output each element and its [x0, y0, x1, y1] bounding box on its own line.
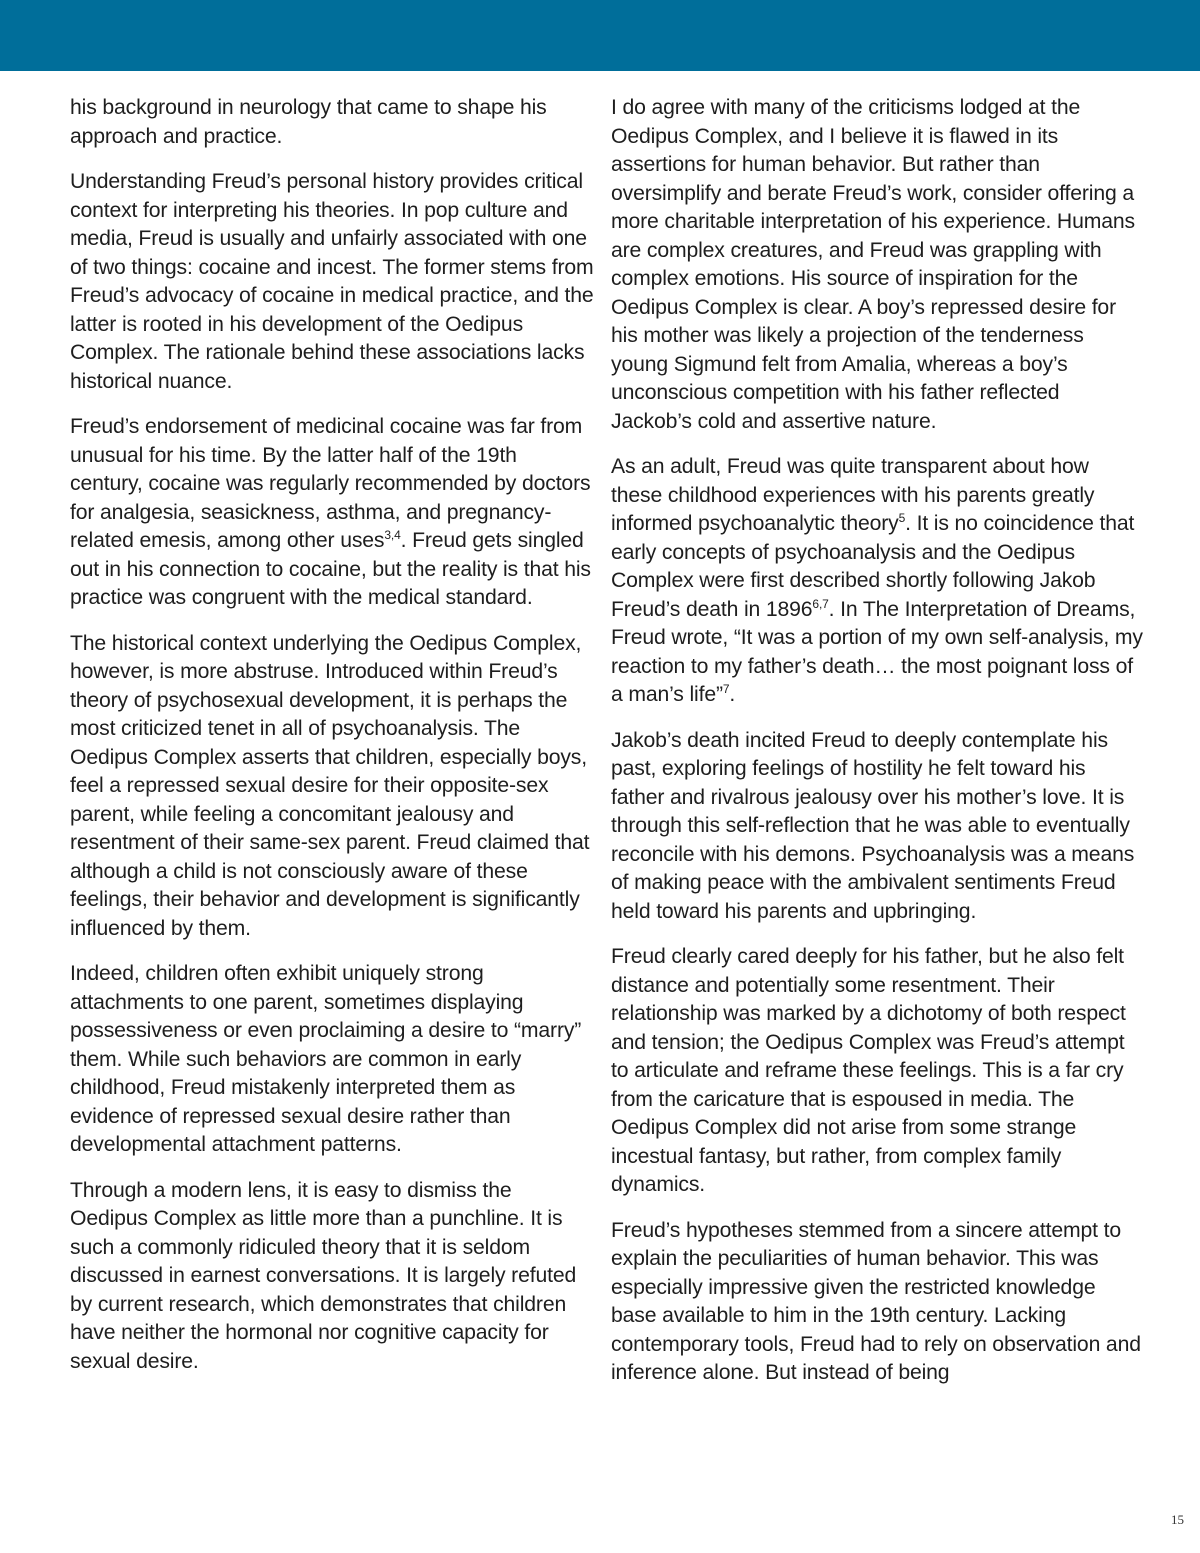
paragraph-text: . Freud gets singled out in his connection to cocaine, but the reality is that his practice was congruent with the medical standard. [70, 529, 591, 609]
paragraph: his background in neurology that came to shape his approach and practice. [70, 96, 547, 148]
citation: 5 [898, 510, 906, 525]
paragraph: The historical context underlying the Oedipus Complex, however, is more abstruse. Introduced within Freud’s theory of psychosexual development, it is perhaps the most criticized tenet in all of psychoanalysis. The Oedipus Complex asserts that children, especially boys, feel a repressed sexual desire for their opposite-sex parent, while feeling a concomitant jealousy and resentment of their same-sex parent. Freud claimed that although a child is not consciously aware of these feelings, their behavior and development is significantly influenced by them. [70, 631, 590, 940]
citation: 3,4 [384, 527, 401, 542]
paragraph-text: Freud’s endorsement of medicinal cocaine was far from unusual for his time. By the latter half of the 19th century, cocaine was regularly recommended by doctors for analgesia, seasickness, asthma, and pregnancy-related emesis, among other uses [70, 415, 591, 552]
paragraph-text: . In The Interpretation of Dreams, Freud wrote, “It was a portion of my own self-analysis, my reaction to my father’s death… the most poignant loss of a man’s life” [611, 597, 1143, 706]
paragraph: Freud’s hypotheses stemmed from a sincere attempt to explain the peculiarities of human behavior. This was especially impressive given the restricted knowledge base available to him in the 19th century. Lacking contemporary tools, Freud had to rely on observation and inference alone. But instead of being [611, 1218, 1141, 1384]
paragraph: Jakob’s death incited Freud to deeply contemplate his past, exploring feelings of hostility he felt toward his father and rivalrous jealousy over his mother’s love. It is through this self-reflection that he was able to eventually reconcile with his demons. Psychoanalysis was a means of making peace with the ambivalent sentiments Freud held toward his parents and upbringing. [611, 728, 1135, 923]
paragraph: Freud clearly cared deeply for his father, but he also felt distance and potentially some resentment. Their relationship was marked by a dichotomy of both respect and tension; the Oedipus Complex was Freud’s attempt to articulate and reframe these feelings. This is a far cry from the caricature that is espoused in media. The Oedipus Complex did not arise from some strange incestual fantasy, but rather, from complex family dynamics. [611, 945, 1126, 1196]
right-column [611, 94, 1143, 1405]
citation: 6,7 [812, 596, 829, 611]
header-bar [0, 0, 1200, 71]
paragraph: Through a modern lens, it is easy to dismiss the Oedipus Complex as little more than a punchline. It is such a commonly ridiculed theory that it is seldom discussed in earnest conversations. It is largely refuted by current research, which demonstrates that children have neither the hormonal nor cognitive capacity for sexual desire. [70, 1178, 577, 1373]
paragraph [70, 413, 595, 613]
paragraph: Understanding Freud’s personal history provides critical context for interpreting his theories. In pop culture and media, Freud is usually and unfairly associated with one of two things: cocaine and incest. The former stems from Freud’s advocacy of cocaine in medical practice, and the latter is rooted in his development of the Oedipus Complex. The rationale behind these associations lacks historical nuance. [70, 170, 594, 393]
paragraph [611, 453, 1143, 710]
page-number: 15 [1171, 1512, 1184, 1527]
paragraph-text: As an adult, Freud was quite transparent about how these childhood experiences with his parents greatly informed psychoanalytic theory [611, 455, 1095, 535]
paragraph-text: . It is no coincidence that early concepts of psychoanalysis and the Oedipus Complex were first described shortly following Jakob Freud’s death in 1896 [611, 512, 1135, 621]
paragraph: Indeed, children often exhibit uniquely strong attachments to one parent, sometimes displaying possessiveness or even proclaiming a desire to “marry” them. While such behaviors are common in early childhood, Freud mistakenly interpreted them as evidence of repressed sexual desire rather than developmental attachment patterns. [70, 962, 582, 1156]
paragraph-text: . [729, 683, 736, 706]
left-column [70, 94, 595, 1393]
paragraph: I do agree with many of the criticisms lodged at the Oedipus Complex, and I believe it is flawed in its assertions for human behavior. But rather than oversimplify and berate Freud’s work, consider offering a more charitable interpretation of his experience. Humans are complex creatures, and Freud was grappling with complex emotions. His source of inspiration for the Oedipus Complex is clear. A boy’s repressed desire for his mother was likely a projection of the tenderness young Sigmund felt from Amalia, whereas a boy’s unconscious competition with his father reflected Jackob’s cold and assertive nature. [611, 96, 1135, 433]
citation: 7 [722, 681, 730, 696]
